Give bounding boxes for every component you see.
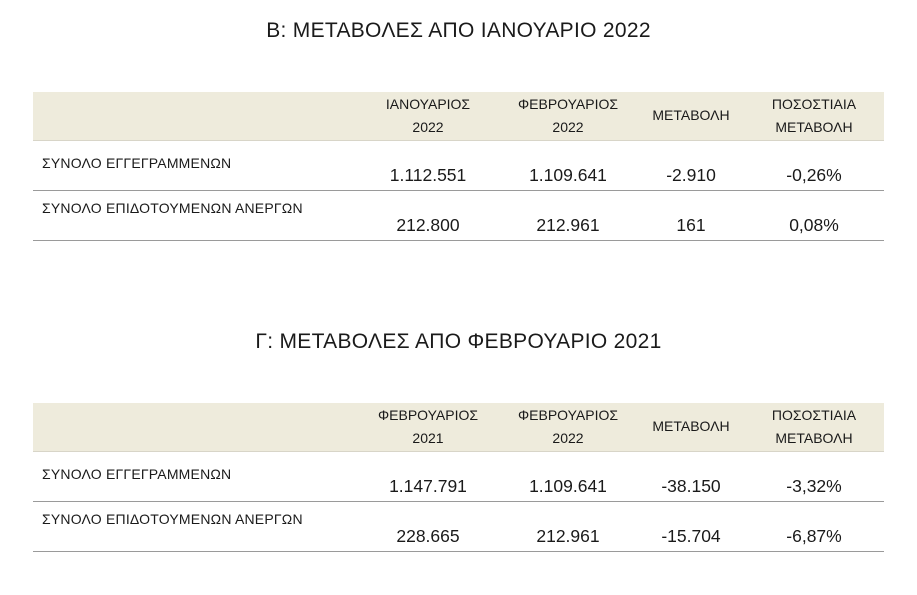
section-b-table	[33, 92, 884, 241]
value-period-a: 228.665	[358, 501, 498, 551]
header-pct-change	[744, 403, 884, 451]
header-period-b-month: ΦΕΒΡΟΥΑΡΙΟΣ	[517, 95, 619, 112]
header-period-a-year: 2021	[412, 429, 444, 446]
table-header-row	[33, 403, 884, 451]
header-change: ΜΕΤΑΒΟΛΗ	[638, 92, 744, 140]
header-period-b	[498, 92, 638, 140]
header-period-b	[498, 403, 638, 451]
header-period-a-month: ΙΑΝΟΥΑΡΙΟΣ	[385, 95, 471, 112]
header-period-a-year: 2022	[412, 118, 444, 135]
value-pct-change: 0,08%	[744, 190, 884, 240]
value-period-a: 1.112.551	[358, 140, 498, 190]
table-header-row	[33, 92, 884, 140]
value-period-b: 212.961	[498, 501, 638, 551]
header-pct-line-2: ΜΕΤΑΒΟΛΗ	[775, 118, 853, 135]
header-period-b-year: 2022	[552, 118, 584, 135]
table-row	[33, 140, 884, 190]
value-period-a: 1.147.791	[358, 451, 498, 501]
value-pct-change: -3,32%	[744, 451, 884, 501]
header-period-a	[358, 403, 498, 451]
row-label: ΣΥΝΟΛΟ ΕΠΙΔΟΤΟΥΜΕΝΩΝ ΑΝΕΡΓΩΝ	[33, 501, 358, 551]
header-pct-change	[744, 92, 884, 140]
header-period-a	[358, 92, 498, 140]
value-period-a: 212.800	[358, 190, 498, 240]
value-pct-change: -6,87%	[744, 501, 884, 551]
header-period-a-month: ΦΕΒΡΟΥΑΡΙΟΣ	[377, 406, 479, 423]
section-c-table	[33, 403, 884, 552]
row-label: ΣΥΝΟΛΟ ΕΓΓΕΓΡΑΜΜΕΝΩΝ	[33, 140, 358, 190]
table-row	[33, 190, 884, 240]
section-b-title: Β: ΜΕΤΑΒΟΛΕΣ ΑΠΟ ΙΑΝΟΥΑΡΙΟ 2022	[266, 19, 651, 42]
header-pct-line-1: ΠΟΣΟΣΤΙΑΙΑ	[771, 406, 857, 423]
value-period-b: 1.109.641	[498, 451, 638, 501]
header-pct-line-2: ΜΕΤΑΒΟΛΗ	[775, 429, 853, 446]
value-period-b: 1.109.641	[498, 140, 638, 190]
header-period-b-month: ΦΕΒΡΟΥΑΡΙΟΣ	[517, 406, 619, 423]
value-pct-change: -0,26%	[744, 140, 884, 190]
section-c-title: Γ: ΜΕΤΑΒΟΛΕΣ ΑΠΟ ΦΕΒΡΟΥΑΡΙΟ 2021	[255, 330, 662, 353]
value-change: 161	[638, 190, 744, 240]
value-change: -15.704	[638, 501, 744, 551]
value-period-b: 212.961	[498, 190, 638, 240]
row-label: ΣΥΝΟΛΟ ΕΠΙΔΟΤΟΥΜΕΝΩΝ ΑΝΕΡΓΩΝ	[33, 190, 358, 240]
header-change: ΜΕΤΑΒΟΛΗ	[638, 403, 744, 451]
table-row	[33, 501, 884, 551]
header-label-cell	[33, 92, 358, 140]
header-pct-line-1: ΠΟΣΟΣΤΙΑΙΑ	[771, 95, 857, 112]
header-period-b-year: 2022	[552, 429, 584, 446]
header-label-cell	[33, 403, 358, 451]
table-row	[33, 451, 884, 501]
row-label: ΣΥΝΟΛΟ ΕΓΓΕΓΡΑΜΜΕΝΩΝ	[33, 451, 358, 501]
value-change: -2.910	[638, 140, 744, 190]
value-change: -38.150	[638, 451, 744, 501]
